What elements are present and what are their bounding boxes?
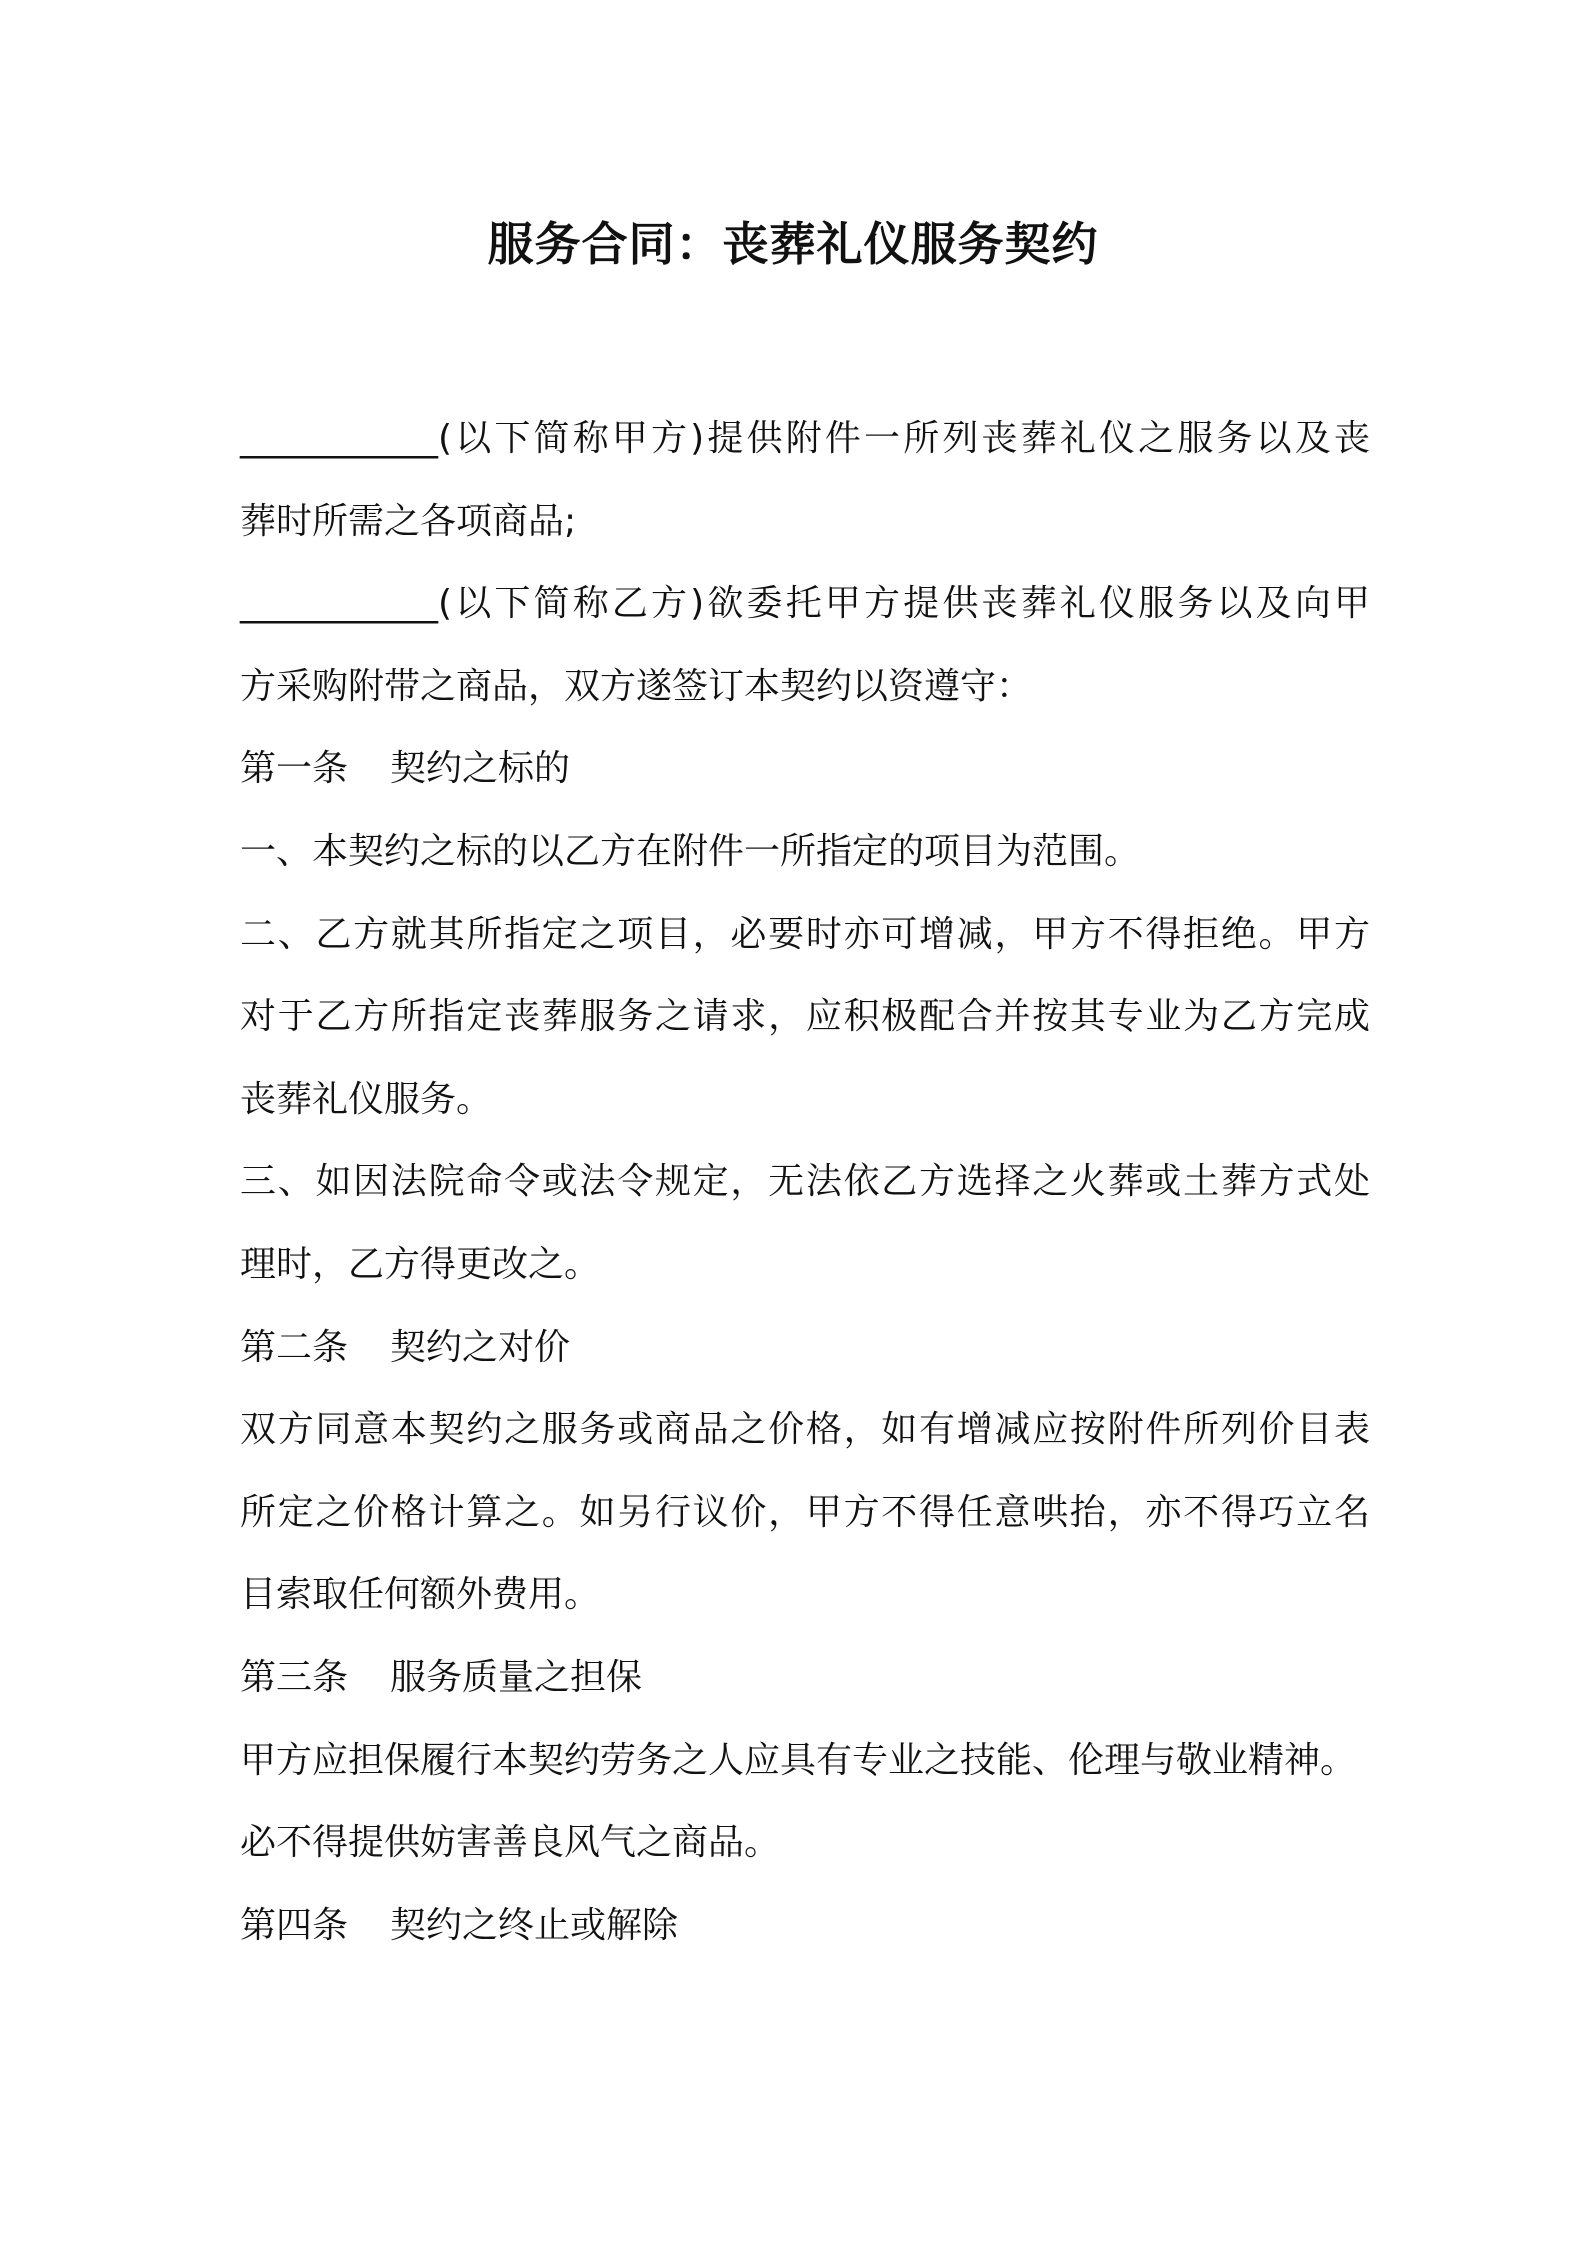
clause-line: 甲方应担保履行本契约劳务之人应具有专业之技能、伦理与敬业精神。: [240, 1739, 1357, 1781]
preamble-line: 葬时所需之各项商品;: [240, 500, 577, 542]
clause-line: 二、乙方就其所指定之项目，必要时亦可增减，甲方不得拒绝。甲方: [240, 913, 1370, 955]
article-heading: [240, 1637, 1370, 1720]
article-number: 第三条: [240, 1656, 349, 1698]
article-heading: [240, 1307, 1370, 1390]
preamble-line: 方采购附带之商品，双方遂签订本契约以资遵守：: [240, 665, 1033, 707]
article-title: 契约之终止或解除: [390, 1904, 679, 1946]
document-title: 服务合同：丧葬礼仪服务契约: [487, 217, 1099, 271]
article-heading: [240, 1885, 1370, 1968]
clause-line: 所定之价格计算之。如另行议价，甲方不得任意哄抬，亦不得巧立名: [240, 1491, 1370, 1533]
clause-line: 理时，乙方得更改之。: [240, 1243, 601, 1285]
article-number: 第四条: [240, 1904, 349, 1946]
article-heading: [240, 728, 1370, 811]
clause-line: 一、本契约之标的以乙方在附件一所指定的项目为范围。: [240, 830, 1141, 872]
clause-line: 丧葬礼仪服务。: [240, 1078, 493, 1120]
article-title: 服务质量之担保: [390, 1656, 643, 1698]
contract-body: [240, 398, 1370, 1967]
article-number: 第二条: [240, 1326, 349, 1368]
preamble-line: ___________(以下简称甲方)提供附件一所列丧葬礼仪之服务以及丧: [240, 418, 1370, 459]
article-title: 契约之对价: [390, 1326, 571, 1368]
preamble-line: ___________(以下简称乙方)欲委托甲方提供丧葬礼仪服务以及向甲: [240, 583, 1370, 625]
article-number: 第一条: [240, 748, 349, 790]
clause-line: 必不得提供妨害善良风气之商品。: [240, 1822, 781, 1864]
clause-line: 对于乙方所指定丧葬服务之请求，应积极配合并按其专业为乙方完成: [240, 996, 1370, 1038]
clause-line: 三、如因法院命令或法令规定，无法依乙方选择之火葬或土葬方式处: [240, 1161, 1370, 1203]
article-title: 契约之标的: [390, 748, 571, 790]
clause-line: 目索取任何额外费用。: [240, 1574, 601, 1616]
clause-line: 双方同意本契约之服务或商品之价格，如有增减应按附件所列价目表: [240, 1409, 1370, 1451]
